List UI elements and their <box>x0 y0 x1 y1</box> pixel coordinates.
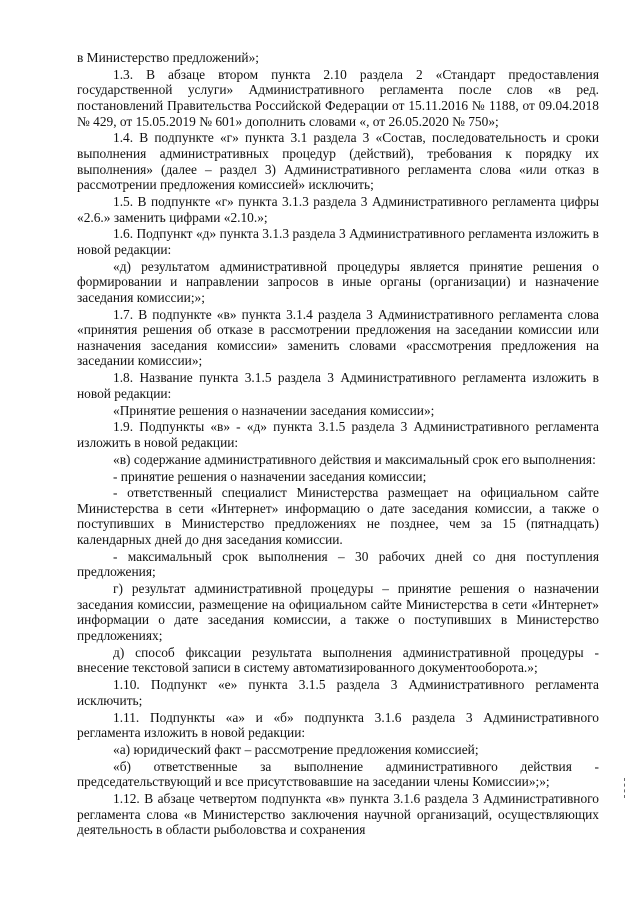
paragraph: 1.3. В абзаце втором пункта 2.10 раздела 2 «Стандарт предоставления государственной услуги» Административного регламента после слов «в ред. постановлений Правительства Российской Федерации от 15.11.2016 № 1188, от 09.04.2018 № 429, от 15.05.2019 № 601» дополнить словами «, от 26.05.2020 № 750»; <box>77 66 599 129</box>
paragraph: г) результат административной процедуры – принятие решения о назначении заседания комиссии, размещение на официальном сайте Министерства в сети «Интернет» информации о дате заседания комиссии, а также о поступивших в Министерство предложениях; <box>77 581 599 643</box>
paragraph: «б) ответственные за выполнение административного действия - председательствующий и все присутствовавшие на заседании члены Комиссии»;»; <box>77 758 599 790</box>
paragraph: - максимальный срок выполнения – 30 рабочих дней со дня поступления предложения; <box>77 548 599 580</box>
paragraph: «д) результатом административной процедуры является принятие решения о формировании и направлении запросов в иные органы (организации) и назначение заседания комиссии;»; <box>77 258 599 305</box>
paragraph: - ответственный специалист Министерства размещает на официальном сайте Министерства в сети «Интернет» информацию о дате заседания комиссии, а также о поступивших в Министерство предложениях не позднее, чем за 15 (пятнадцать) календарных дней до дня заседания комиссии. <box>77 485 599 548</box>
paragraph: «Принятие решения о назначении заседания комиссии»; <box>113 402 435 418</box>
paragraph: «а) юридический факт – рассмотрение предложения комиссией; <box>113 741 479 757</box>
paragraph: 1.9. Подпункты «в» - «д» пункта 3.1.5 раздела 3 Административного регламента изложить в новой редакции: <box>77 419 599 450</box>
paragraph: д) способ фиксации результата выполнения административной процедуры - внесение текстовой записи в систему автоматизированного документооборота.»; <box>77 644 599 676</box>
paragraph: 1.6. Подпункт «д» пункта 3.1.3 раздела 3 Административного регламента изложить в новой редакции: <box>77 226 599 257</box>
paragraph: 1.4. В подпункте «г» пункта 3.1 раздела 3 «Состав, последовательность и сроки выполнения административных процедур (действий), требования к порядку их выполнения» (далее – раздел 3) Административного регламента слова «или отказ в рассмотрении предложения комиссией» исключить; <box>77 130 599 193</box>
paragraph: 1.8. Название пункта 3.1.5 раздела 3 Административного регламента изложить в новой редакции: <box>77 370 599 401</box>
paragraph: 1.12. В абзаце четвертом подпункта «в» пункта 3.1.6 раздела 3 Административного регламента слова «в Министерство заключения научной организаций, осуществляющих деятельность в области рыболовства и сохранения <box>77 791 599 838</box>
paragraph: 1.10. Подпункт «е» пункта 3.1.5 раздела 3 Административного регламента исключить; <box>77 677 599 708</box>
document-body <box>77 50 599 839</box>
binding-margin-mark <box>624 778 627 798</box>
paragraph: - принятие решения о назначении заседания комиссии; <box>113 468 427 484</box>
paragraph: 1.11. Подпункты «а» и «б» подпункта 3.1.6 раздела 3 Административного регламента изложить в новой редакции: <box>77 709 599 741</box>
paragraph: «в) содержание административного действия и максимальный срок его выполнения: <box>113 451 596 467</box>
paragraph: 1.7. В подпункте «в» пункта 3.1.4 раздела 3 Административного регламента слова «принятия решения об отказе в рассмотрении предложения на заседании комиссии или назначения заседания комиссии» заменить словами «рассмотрения предложения на заседании комиссии»; <box>77 306 599 369</box>
paragraph: в Министерство предложений»; <box>77 50 259 65</box>
paragraph: 1.5. В подпункте «г» пункта 3.1.3 раздела 3 Административного регламента цифры «2.6.» заменить цифрами «2.10.»; <box>77 193 599 225</box>
